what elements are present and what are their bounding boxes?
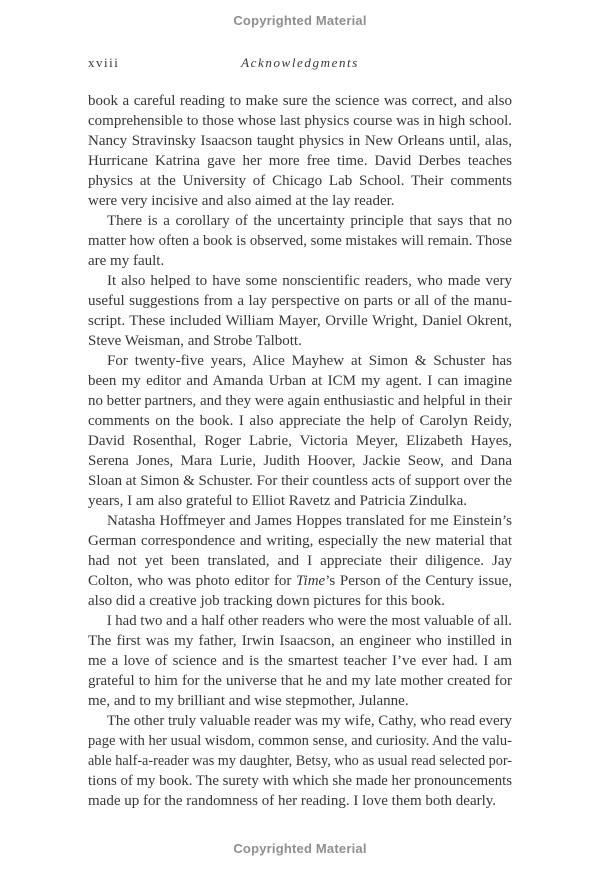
text-line: The first was my father, Irwin Isaacson, an engineer who instilled in bbox=[88, 633, 512, 649]
paragraph bbox=[88, 271, 512, 351]
page-number: xviii bbox=[88, 55, 120, 70]
text-line: Sloan at Simon & Schuster. For their countless acts of support over the bbox=[88, 473, 512, 489]
text-line: For twenty-five years, Alice Mayhew at Simon & Schuster has bbox=[107, 353, 512, 369]
body-text bbox=[88, 91, 512, 811]
text-line: made up for the randomness of her reading. I love them both dearly. bbox=[88, 793, 497, 809]
text-line: The other truly valuable reader was my wife, Cathy, who read every bbox=[106, 713, 513, 729]
text-line: There is a corollary of the uncertainty principle that says that no bbox=[107, 213, 512, 229]
text-line: had not yet been translated, and I appreciate their diligence. Jay bbox=[88, 553, 512, 569]
text-line: also did a creative job tracking down pictures for this book. bbox=[88, 593, 445, 609]
paragraph bbox=[88, 351, 512, 511]
running-head-title: Acknowledgments bbox=[241, 55, 359, 70]
paragraph bbox=[88, 611, 512, 711]
text-line: useful suggestions from a lay perspective on parts or all of the manu- bbox=[88, 293, 512, 309]
text-line: Colton, who was photo editor for Time’s Person of the Century issue, bbox=[88, 573, 513, 589]
text-line: book a careful reading to make sure the science was correct, and also bbox=[88, 93, 512, 109]
text-line: physics at the University of Chicago Lab School. Their comments bbox=[88, 173, 512, 189]
paragraph bbox=[88, 91, 512, 211]
text-line: comments on the book. I also appreciate the help of Carolyn Reidy, bbox=[88, 413, 512, 429]
text-line: page with her usual wisdom, common sense, and curiosity. And the valu- bbox=[88, 733, 512, 749]
text-line: matter how often a book is observed, some mistakes will remain. Those bbox=[88, 233, 512, 249]
text-line: able half-a-reader was my daughter, Betsy, who as usual read selected por- bbox=[88, 753, 512, 769]
text-line: comprehensible to those whose last physics course was in high school. bbox=[88, 113, 512, 129]
text-line: been my editor and Amanda Urban at ICM my agent. I can imagine bbox=[88, 373, 512, 389]
text-line: German correspondence and writing, especially the new material that bbox=[88, 533, 512, 549]
paragraph bbox=[88, 511, 512, 611]
text-line: Natasha Hoffmeyer and James Hoppes translated for me Einstein’s bbox=[107, 513, 512, 529]
text-line: Serena Jones, Mara Lurie, Judith Hoover, Jackie Seow, and Dana bbox=[88, 453, 512, 469]
paragraph bbox=[88, 211, 512, 271]
watermark-top: Copyrighted Material bbox=[233, 13, 367, 28]
text-line: me, and to my brilliant and wise stepmother, Julanne. bbox=[88, 693, 409, 709]
text-line: Nancy Stravinsky Isaacson taught physics in New Orleans until, alas, bbox=[88, 133, 512, 149]
text-line: tions of my book. The surety with which she made her pronouncements bbox=[88, 773, 512, 789]
text-line: I had two and a half other readers who were the most valuable of all. bbox=[106, 613, 512, 629]
text-line: script. These included William Mayer, Orville Wright, Daniel Okrent, bbox=[88, 313, 512, 329]
paragraph bbox=[88, 711, 512, 811]
text-line: David Rosenthal, Roger Labrie, Victoria Meyer, Elizabeth Hayes, bbox=[88, 433, 512, 449]
watermark-bottom: Copyrighted Material bbox=[233, 841, 367, 856]
text-line: are my fault. bbox=[88, 253, 165, 269]
text-line: Hurricane Katrina gave her more free time. David Derbes teaches bbox=[88, 153, 512, 169]
running-head bbox=[0, 55, 600, 73]
text-line: Steve Weisman, and Strobe Talbott. bbox=[88, 333, 302, 349]
text-line: were very incisive and also aimed at the lay reader. bbox=[88, 193, 395, 209]
text-line: It also helped to have some nonscientific readers, who made very bbox=[107, 273, 512, 289]
text-line: grateful to him for the universe that he and my late mother created for bbox=[88, 673, 512, 689]
text-line: no better partners, and they were again enthusiastic and helpful in their bbox=[88, 393, 512, 409]
text-line: years, I am also grateful to Elliot Ravetz and Patricia Zindulka. bbox=[88, 493, 468, 509]
text-line: me a love of science and is the smartest teacher I’ve ever had. I am bbox=[88, 653, 512, 669]
